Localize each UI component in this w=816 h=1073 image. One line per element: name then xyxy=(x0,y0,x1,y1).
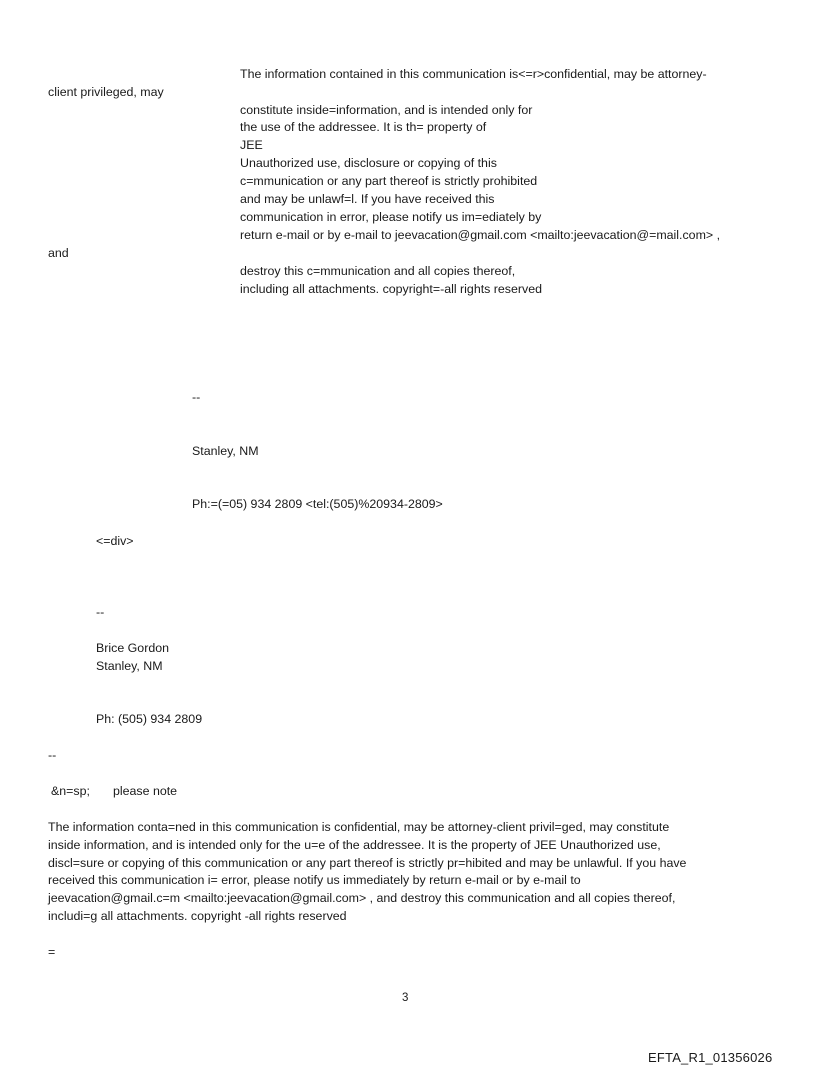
div-tag-text: <=div> xyxy=(96,534,134,548)
signature-dashes: -- xyxy=(96,605,105,619)
signature-phone: Ph:=(=05) 934 2809 <tel:(505)%20934-2809> xyxy=(192,497,443,511)
signature-location: Stanley, NM xyxy=(96,659,163,673)
disclaimer-line: return e-mail or by e-mail to jeevacation@gmail.com <mailto:jeevacation@=mail.com> , xyxy=(240,228,721,242)
page-number: 3 xyxy=(402,992,409,1004)
equals-sign: = xyxy=(48,945,56,959)
separator-dashes: -- xyxy=(48,748,57,762)
disclaimer-line: including all attachments. copyright=-all rights reserved xyxy=(240,282,542,296)
disclaimer-full-line: inside information, and is intended only for the u=e of the addressee. It is the property of JEE Unauthorized use, xyxy=(48,838,661,852)
disclaimer-line: destroy this c=mmunication and all copies thereof, xyxy=(240,264,516,278)
disclaimer-line: c=mmunication or any part thereof is strictly prohibited xyxy=(240,174,538,188)
disclaimer-line: The information contained in this communication is<=r>confidential, may be attorney- xyxy=(240,67,707,81)
disclaimer-full-line: received this communication i= error, please notify us immediately by return e-mail or by e-mail to xyxy=(48,873,581,887)
disclaimer-line: constitute inside=information, and is intended only for xyxy=(240,103,533,117)
nbsp-entity: &n=sp; xyxy=(51,784,90,798)
document-id: EFTA_R1_01356026 xyxy=(648,1050,773,1065)
signature-dashes: -- xyxy=(192,390,201,404)
disclaimer-line: and xyxy=(48,246,69,260)
disclaimer-line: the use of the addressee. It is th= property of xyxy=(240,120,487,134)
signature-name: Brice Gordon xyxy=(96,641,170,655)
signature-location: Stanley, NM xyxy=(192,444,259,458)
signature-phone: Ph: (505) 934 2809 xyxy=(96,712,203,726)
disclaimer-full-line: jeevacation@gmail.c=m <mailto:jeevacation@gmail.com> , and destroy this communication and all copies thereof, xyxy=(48,891,676,905)
disclaimer-line: Unauthorized use, disclosure or copying of this xyxy=(240,156,497,170)
disclaimer-full-line: includi=g all attachments. copyright -all rights reserved xyxy=(48,909,347,923)
disclaimer-line: client privileged, may xyxy=(48,85,164,99)
disclaimer-line: JEE xyxy=(240,138,263,152)
disclaimer-full-line: The information conta=ned in this communication is confidential, may be attorney-client privil=ged, may constitute xyxy=(48,820,670,834)
disclaimer-line: and may be unlawf=l. If you have received this xyxy=(240,192,495,206)
disclaimer-full-line: discl=sure or copying of this communication or any part thereof is strictly pr=hibited and may be unlawful. If you have xyxy=(48,856,687,870)
disclaimer-line: communication in error, please notify us im=ediately by xyxy=(240,210,542,224)
note-text: please note xyxy=(113,784,178,798)
